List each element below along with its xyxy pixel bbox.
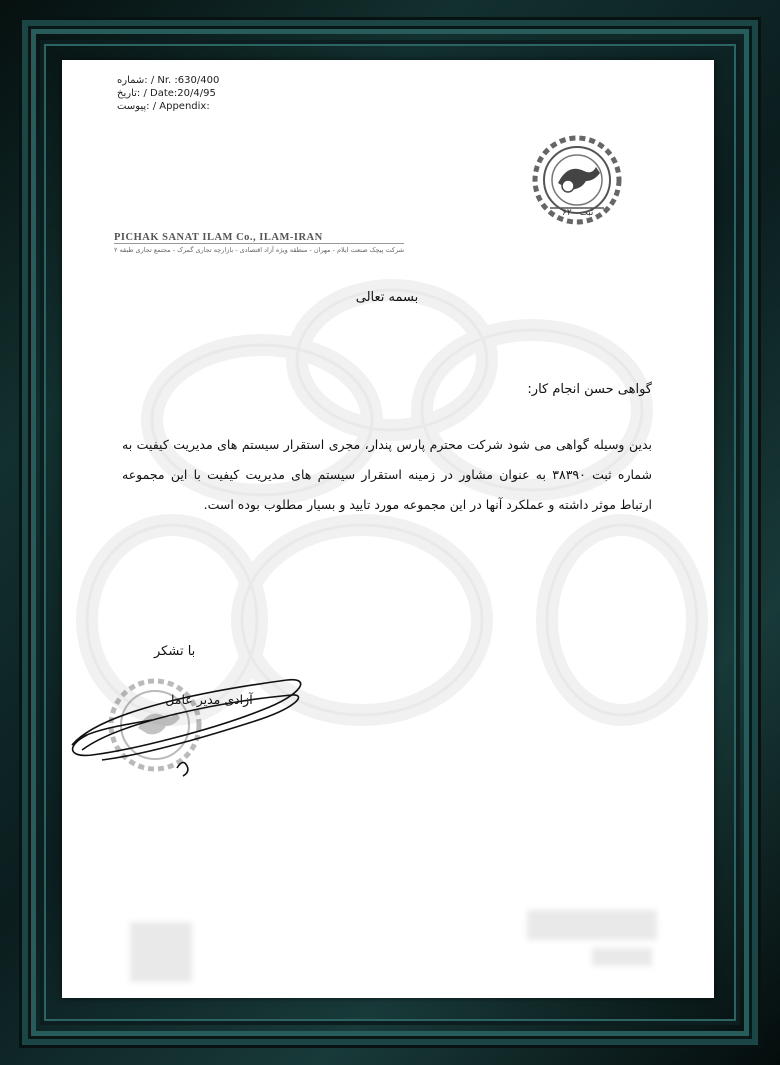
letter-date: تاریخ: / Date:20/4/95 — [117, 88, 216, 99]
certificate-title: گواهی حسن انجام کار: — [527, 382, 652, 397]
registration-number: ثبت ۶۲۰ — [562, 208, 594, 218]
company-address: شرکت پیچک صنعت ایلام - مهران - منطقه ویژه آزاد اقتصادی - بازارچه تجاری گمرک - مجتمع تجاری طبقه ۲ — [114, 246, 405, 254]
header-divider — [114, 243, 404, 244]
company-name-en: PICHAK SANAT ILAM Co., ILAM-IRAN — [114, 232, 323, 243]
handwritten-signature — [62, 650, 312, 780]
basmala: بسمه تعالی — [355, 290, 419, 305]
footer-blurred-right-2 — [592, 948, 652, 966]
letter-number: شماره: / Nr. :630/400 — [117, 75, 220, 86]
certificate-body: بدین وسیله گواهی می شود شرکت محترم پارس پندار، مجری استقرار سیستم های مدیریت کیفیت به شماره ثبت ۳۸۳۹۰ به عنوان مشاور در زمینه استقرار سیستم های مدیریت کیفیت با این مجموعه ارتباط موثر داشته و عملکرد آنها در این مجموعه مورد تایید و بسیار مطلوب بوده است. — [122, 437, 652, 512]
company-logo — [520, 128, 635, 238]
letter-page — [62, 60, 714, 998]
letter-appendix: پیوست: / Appendix: — [117, 101, 210, 112]
signatory-name: آزادی مدیر عامل — [165, 692, 253, 707]
footer-blurred-right — [527, 910, 657, 940]
reference-block — [117, 74, 219, 113]
closing-text: با تشکر — [154, 644, 196, 659]
footer-blurred-left — [130, 922, 192, 982]
